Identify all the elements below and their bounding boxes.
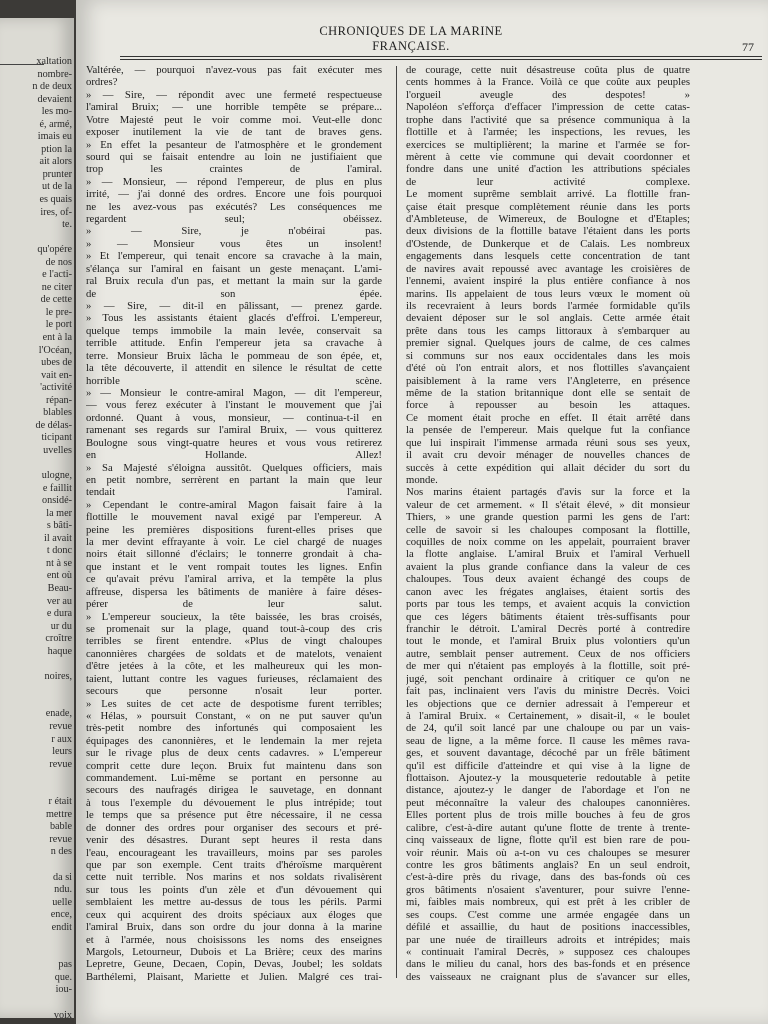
text-line: la pensée de l'empereur. Mais quelque fut la confiance <box>406 424 690 437</box>
text-line: — vous ferez exécuter à l'instant le mouvement que j'ai <box>86 399 382 412</box>
text-line: qu'il est difficile d'atteindre et qui vise à la ligne de <box>406 759 690 772</box>
left-page-fragment-line: nt à se <box>45 557 72 569</box>
left-page-fragment-line: iou- <box>55 984 72 996</box>
text-line: noirs était sillonné d'éclairs; le tonnerre grondait à cha- <box>86 548 382 561</box>
left-page-fragment-line <box>0 458 72 471</box>
left-page-fragment-line: onsidé- <box>42 495 72 507</box>
text-line: de navires avait repoussé avec avantage les croisières de <box>406 262 690 275</box>
left-page-fragment-line: imais eu <box>37 131 72 143</box>
text-line: semblaient les mettre au-dessus de tous les périls. Parmi <box>86 896 382 909</box>
text-line: la tête découverte, il attendit en silence le résultat de cette <box>86 362 382 375</box>
text-line: si communs sur nos eaux occidentales dans les mois <box>406 349 690 362</box>
left-page-fragment-line: ne citer <box>41 281 72 293</box>
text-line: « Hélas, » poursuit Constant, « on ne put sauver qu'un <box>86 709 382 722</box>
left-page-fragment-line: prunter <box>42 168 72 180</box>
text-line: Valtérée, — pourquoi n'avez-vous pas fait exécuter mes <box>86 64 382 76</box>
left-page-fragment-line: qu'opére <box>37 244 72 256</box>
left-page-fragment-line: le pre- <box>45 306 72 318</box>
text-line: se promenait sur la plage, quand tout-à-coup des cris <box>86 622 382 635</box>
left-page-fragment-line: bable <box>49 821 72 833</box>
text-line: » — Sire, je n'obéirai pas. <box>86 225 382 238</box>
left-page-fragment-line: é, armé, <box>39 118 72 130</box>
text-line: paisiblement à la rame vers l'Angleterre, en présence <box>406 374 690 387</box>
text-line: premier signal. Quelques jours de calme, de ces calmes <box>406 337 690 350</box>
text-line: mèrent à cette vie commune qui devait coordonner et <box>406 150 690 163</box>
text-line: dans le milieu du canal, hors des bas-fonds et en présence <box>406 958 690 971</box>
text-line: deux divisions de la flottille batave l'étaient dans les ports <box>406 225 690 238</box>
left-page-fragment-line: ulogne, <box>41 470 72 482</box>
left-page-fragment-line: e dura <box>46 608 72 620</box>
text-line: autre, semblait penser autrement. Ceux de nos officiers <box>406 647 690 660</box>
left-page-fragment-line: mettre <box>45 808 72 820</box>
text-line: monde. <box>406 473 438 486</box>
text-column-left <box>86 64 382 983</box>
left-page-fragment-line: ticipant <box>41 432 72 444</box>
left-page-fragment-line <box>0 997 72 1010</box>
text-line: de mer qui n'étaient pas employés à la flottille, soit pré- <box>406 660 690 673</box>
text-line: que lui inspirait l'immense armada réuni sous ses yeux, <box>406 436 690 449</box>
text-line: force à repousser au besoin les attaques. <box>406 399 690 412</box>
text-line: ges, et souvent davantage, décoché par un frêle bâtiment <box>406 747 690 760</box>
left-page-fragment-line: te. <box>62 219 72 231</box>
left-page-fragment-line <box>0 859 72 872</box>
left-page-fragment-line: nombre- <box>37 68 72 80</box>
text-line: que instant et le vent rompait toutes les lignes. Enfin <box>86 560 382 573</box>
text-line: terrible attitude. Enfin l'empereur jeta sa cravache à <box>86 337 382 350</box>
left-page-fragment-line <box>0 784 72 797</box>
text-line: ports par tous les temps, et avaient acquis la conviction <box>406 598 690 611</box>
text-line: sur tous les points d'un zèle et d'un dévouement qui <box>86 883 382 896</box>
text-line: canon avec les frégates anglaises, étaient sortis des <box>406 585 690 598</box>
text-line: voir réunir. Mais où a-t-on vu ces chaloupes se mesurer <box>406 846 690 859</box>
left-page-fragment-line: devaient <box>37 93 72 105</box>
text-line: taient, luttant contre les vagues furieuses, réclamaient des <box>86 672 382 685</box>
text-line: en Hollande. Allez! <box>86 449 382 462</box>
text-line: et à l'armée, nous choisissons les noms des enseignes <box>86 933 382 946</box>
text-line: ses coups. C'est comme une armée engagée dans un <box>406 908 690 921</box>
left-page-fragment-line: xaltation <box>36 56 72 67</box>
text-line: » Et l'empereur, qui tenait encore sa cravache à la main, <box>86 250 382 263</box>
text-line: à tous l'exemple du dévouement le plus intrépide; tout <box>86 796 382 809</box>
text-line: » Les suites de cet acte de despotisme furent terribles; <box>86 697 382 710</box>
left-page-fragment-line: 'activité <box>40 382 72 394</box>
text-line: jugé, soit penchant ordinaire à critiquer ce qu'on ne <box>406 672 690 685</box>
left-page-fragment-line: ndu. <box>54 884 72 896</box>
text-line: peine les premières dispositions furent-elles prises que <box>86 523 382 536</box>
book-page <box>76 0 768 1024</box>
text-line: » Tous les assistants étaient glacés d'effroi. L'empereur, <box>86 312 382 325</box>
text-line: c'est-à-dire près du rivage, dans des bas-fonds où ces <box>406 871 690 884</box>
text-line: d'Ambleteuse, de Wimereux, de Boulogne et d'Etaples; <box>406 213 690 226</box>
text-line: peut méconnaître la valeur des chaloupes canonnières. <box>406 796 690 809</box>
text-line: d'être jetées à la côte, et les malheureux qui les mon- <box>86 660 382 673</box>
text-line: » L'empereur soucieux, la tête baissée, les bras croisés, <box>86 610 382 623</box>
text-line: affreuse, dispersa les bâtiments de manière à faire déses- <box>86 585 382 598</box>
left-page-fragment-line: uvelles <box>43 444 72 456</box>
left-page-fragment-line: ent à la <box>42 332 72 344</box>
left-page-fragment-line: de nos <box>45 256 72 268</box>
text-line: des vaisseaux ne craignant plus de s'avancer sur elles, <box>406 970 690 983</box>
text-line: prête dans tous les camps littoraux à s'embarquer au <box>406 324 690 337</box>
text-line: » Sa Majesté s'éloigna aussitôt. Quelques officiers, mais <box>86 461 382 474</box>
text-line: Ce moment était proche en effet. Il était arrêté dans <box>406 411 690 424</box>
text-line: horrible scène. <box>86 374 382 387</box>
text-line: Margols, Letourneur, Dubois et La Brière; ceux des marins <box>86 945 382 958</box>
left-page-fragment-line: endit <box>51 921 72 933</box>
running-head-title: CHRONIQUES DE LA MARINE FRANÇAISE. <box>319 24 503 53</box>
text-line: marins. Ils appelaient de tous leurs vœux le moment où <box>406 287 690 300</box>
left-page-fragment-line: revue <box>49 833 72 845</box>
text-line: calibre, c'est-à-dire autant qu'une flotte de trente à trente- <box>406 821 690 834</box>
left-page-fragment-line: le port <box>45 319 72 331</box>
text-line: l'eau, encourageant les travailleurs, moins par ses paroles <box>86 846 382 859</box>
text-line: quelque temps immobile la main levée, conservait sa <box>86 324 382 337</box>
text-line: exercices se multiplièrent; la marine et l'armée se for- <box>406 138 690 151</box>
text-line: mi, faibles mais nombreux, qui est prêt à les cribler de <box>406 896 690 909</box>
text-line: les objections que ce dernier adressait à l'empereur et <box>406 697 690 710</box>
text-line: le temps que sa présence put être nécessaire, il ne cessa <box>86 809 382 822</box>
text-line: d'été où l'on entrait alors, et nos flottilles s'avançaient <box>406 362 690 375</box>
left-page-fragment-line: de délas- <box>35 419 72 431</box>
text-line: à l'amiral Bruix. « Certainement, » disait-il, « le boulet <box>406 709 690 722</box>
page-number: 77 <box>742 40 754 54</box>
left-page-fragment-line: ires, of- <box>40 206 72 218</box>
text-line: » — Sire, — dit-il en pâlissant, — prenez garde. <box>86 300 382 313</box>
left-page-fragment-line <box>0 934 72 947</box>
text-line: » En effet la pesanteur de l'atmosphère et le grondement <box>86 138 382 151</box>
left-page-fragment-line: vait en- <box>41 369 72 381</box>
text-line: trophe dans l'activité que sa présence communiqua à la <box>406 113 690 126</box>
left-page-fragment-line: da si <box>53 871 72 883</box>
header-rule <box>120 56 762 57</box>
text-line: il avait cru devoir ménager de nouvelles chances de <box>406 449 690 462</box>
left-page-fragment-line: que. <box>54 971 72 983</box>
text-line: secours que personne n'osait leur porter. <box>86 685 382 698</box>
text-line: trop les craintes de l'amiral. <box>86 163 382 176</box>
left-page-fragment-line <box>0 232 72 245</box>
text-line: de 24, qu'il soit lancé par une chaloupe ou par un vais- <box>406 722 690 735</box>
text-line: Boulogne sous vingt-quatre heures et vous vous retirerez <box>86 436 382 449</box>
text-line: tendait l'amiral. <box>86 486 382 499</box>
left-page-fragment-line: revue <box>49 720 72 732</box>
text-line: venir des désastres. Durant sept heures il resta dans <box>86 834 382 847</box>
text-line: chaloupes. Tous deux avaient échangé des coups de <box>406 573 690 586</box>
text-line: ce qu'avait prévu l'amiral arriva, et la tempête la plus <box>86 573 382 586</box>
left-page-fragment-line: pas <box>58 959 72 971</box>
text-line: ordonné. Quant à vous, monsieur, — continua-t-il en <box>86 411 382 424</box>
text-line: cette nuit terrible. Nos marins et nos soldats rivalisèrent <box>86 871 382 884</box>
text-line: que ces légers bâtiments étaient très-suffisants pour <box>406 610 690 623</box>
text-line: cinq vaisseaux de ligne, flotte qu'il est bien rare de pou- <box>406 834 690 847</box>
text-line: tout le monde, et l'amiral Bruix plus volontiers qu'un <box>406 635 690 648</box>
text-line: de son épée. <box>86 287 382 300</box>
left-page-fragment-line <box>0 658 72 671</box>
text-line: fondre dans une unité d'action les attributions spéciales <box>406 163 690 176</box>
text-line: l'orgueil aveugle des despotes! » <box>406 88 690 101</box>
text-line: que par son exemple. Cent traits d'héroïsme marquèrent <box>86 859 382 871</box>
text-line: secours des naufragés dirigea le sauvetage, en donnant <box>86 784 382 797</box>
text-line: celle de savoir si les chaloupes composant la flottille, <box>406 523 690 536</box>
left-page-fragment-line: ption la <box>41 143 72 155</box>
text-line: devaient déposer sur le sol anglais. Cette armée était <box>406 312 690 325</box>
text-line: Votre Majesté peut le voir comme moi. Veut-elle donc <box>86 113 382 126</box>
left-page-fragment-line: ait alors <box>39 156 72 168</box>
left-page-fragment-line: voix <box>53 1009 72 1018</box>
text-line: coquilles de noix comme on les appelait, pourraient braver <box>406 536 690 549</box>
text-line: » — Monsieur le contre-amiral Magon, — dit l'empereur, <box>86 386 382 399</box>
text-line: de donner des ordres pour organiser des secours et pré- <box>86 821 382 834</box>
left-page-fragment-line: e faillit <box>42 482 72 494</box>
text-line: » — Sire, — répondit avec une fermeté respectueuse <box>86 88 382 101</box>
text-line: Le moment suprême semblait arrivé. La flottille fran- <box>406 188 690 201</box>
text-line: irrité, — j'ai donné des ordres. Encore une fois pourquoi <box>86 188 382 201</box>
text-line: flottille le mouvement naval exigé par l'empereur. A <box>86 511 382 524</box>
text-line: ne les avez-vous pas exécutés? Les conséquences me <box>86 200 382 213</box>
left-page-fragment-line: leurs <box>52 746 72 758</box>
left-page-fragment-line: r était <box>48 796 72 808</box>
text-line: valeur de cet armement. « Il s'était élevé, » dit monsieur <box>406 498 690 511</box>
text-line: avaient la plus grande confiance dans la valeur de ces <box>406 560 690 573</box>
text-line: Elles portent plus de trois mille bouches à feu de gros <box>406 809 690 822</box>
left-page-fragment-line: e l'acti- <box>42 269 72 281</box>
text-line: flottaison. Ajoutez-y la mousqueterie redoutable à petite <box>406 772 690 785</box>
text-line: sourd qui se faisait entendre au loin ne justifiaient que <box>86 150 382 163</box>
text-line: engagements dans lesquels cette concentration de tant <box>406 250 690 263</box>
left-page-fragment-line: uelle <box>52 896 72 908</box>
left-page-fragment-line <box>0 696 72 709</box>
left-page-fragment-line: la mer <box>46 507 72 519</box>
text-column-right <box>406 64 690 983</box>
text-line: » — Monsieur, — répond l'empereur, de plus en plus <box>86 175 382 188</box>
text-line: ordres? <box>86 76 118 89</box>
left-page-fragment-line: t donc <box>46 545 72 557</box>
text-line: même de la station britannique dont elle se sentait de <box>406 386 690 399</box>
text-line: terribles se firent entendre. «Plus de vingt chaloupes <box>86 635 382 648</box>
left-page-fragment-line: r aux <box>51 733 72 745</box>
left-page-fragment-line: haque <box>47 645 72 657</box>
text-line: terre. Monsieur Bruix lâcha le pommeau de son épée, et, <box>86 349 382 362</box>
text-line: la flotte anglaise. L'amiral Bruix et l'amiral Verhuell <box>406 548 690 561</box>
left-page-fragment-line: ubes de <box>41 357 72 369</box>
column-divider <box>396 66 397 978</box>
text-line: pérer de leur salut. <box>86 598 382 611</box>
text-line: ceux qui acquirent des droits spéciaux aux éloges que <box>86 908 382 921</box>
text-line: d'Ostende, de Dunkerque et de Calais. Les nombreux <box>406 237 690 250</box>
text-line: Barthélemi, Plaisant, Mariette et Julien. Malgré ces trai- <box>86 970 382 983</box>
left-page-fragment-line: les mo- <box>41 106 72 118</box>
text-line: çaise était presque complètement réunie dans les ports <box>406 200 690 213</box>
text-line: l'amiral Bruix; — une horrible tempête se prépare... <box>86 101 382 114</box>
left-page-fragment-line: il avait <box>43 532 72 544</box>
text-line: de leur activité complexe. <box>406 175 690 188</box>
text-line: flottille et à l'armée; les inspections, les revues, les <box>406 126 690 139</box>
text-line: par une nuée de tirailleurs adroits et intrépides; mais <box>406 933 690 946</box>
left-page-fragment-line: n des <box>50 846 72 858</box>
text-line: l'amiral Bruix, dans son ordre du jour donna à la marine <box>86 921 382 934</box>
text-line: l'ennemi, avaient inspiré la plus entière confiance à nos <box>406 275 690 288</box>
text-line: Nos marins étaient partagés d'avis sur la force et la <box>406 486 690 499</box>
text-line: seau de ligne, a la même force. Il cause les mêmes rava- <box>406 734 690 747</box>
text-line: exposer inutilement la vie de tant de braves gens. <box>86 126 382 139</box>
text-line: » — Monsieur vous êtes un insolent! <box>86 237 382 250</box>
left-page-margin <box>0 18 74 1018</box>
text-line: s'élança sur l'amiral en faisant un geste menaçant. L'ami- <box>86 262 382 275</box>
text-line: Lepretre, Geune, Decaen, Copin, Devas, Joubel; les soldats <box>86 958 382 971</box>
left-page-fragment-line: revue <box>49 758 72 770</box>
left-page-fragment-line: ur du <box>50 620 72 632</box>
text-line: comprit cette dure leçon. Bruix fut maintenu dans son <box>86 759 382 772</box>
text-line: » Cependant le contre-amiral Magon faisait faire à la <box>86 498 382 511</box>
text-line: très-petit nombre des infortunés qui composaient les <box>86 722 382 735</box>
left-page-fragment-line <box>0 771 72 784</box>
left-page-fragment-line: ut de la <box>42 181 72 193</box>
text-line: distance, ajoutez-y le danger de l'abordage et l'on ne <box>406 784 690 797</box>
text-line: franchir le détroit. L'amiral Decrès porté à contredire <box>406 622 690 635</box>
text-line: canonnières chargées de soldats et de matelots, venaient <box>86 647 382 660</box>
text-line: succès à cette expédition qui allait décider du sort du <box>406 461 690 474</box>
text-line: gros bâtiments n'osaient s'aventurer, pour suivre l'enne- <box>406 883 690 896</box>
text-line: fait pas, inclinaient vers l'avis du ministre Decrès. Voici <box>406 685 690 698</box>
header-rule-second <box>120 59 762 60</box>
left-page-fragment-line: enade, <box>45 708 72 720</box>
text-line: regardent seul; obéissez. <box>86 213 382 226</box>
left-page-fragment-line: Beau- <box>47 582 72 594</box>
left-page-fragment-line: ence, <box>50 909 72 921</box>
text-line: cents hommes à la France. Voilà ce que coûte aux peuples <box>406 76 690 89</box>
left-page-fragment-line: n de deux <box>32 81 72 93</box>
left-page-fragment-line: s bâti- <box>46 520 72 532</box>
text-line: la mer devint effrayante à voir. Le ciel chargé de nuages <box>86 536 382 549</box>
text-line: ral Bruix recula d'un pas, et mettant la main sur la garde <box>86 275 382 288</box>
left-page-fragment-line: ent où <box>46 570 72 582</box>
left-page-fragment-line: répan- <box>45 394 72 406</box>
left-page-fragment-line: de cette <box>40 294 72 306</box>
left-page-text-fragments <box>0 56 72 1018</box>
left-page-fragment-line: l'Océan, <box>38 344 72 356</box>
left-page-fragment-line: ver au <box>46 595 72 607</box>
left-page-fragment-line: noires, <box>44 670 72 682</box>
left-page-fragment-line: blables <box>43 407 72 419</box>
left-page-fragment-line <box>0 947 72 960</box>
left-page-fragment-line: es quais <box>39 194 72 206</box>
left-page-fragment-line <box>0 683 72 696</box>
text-line: en petit nombre, serrèrent en partant la main que leur <box>86 473 382 486</box>
text-line: ramenant ses regards sur l'amiral Bruix, — vous quitterez <box>86 424 382 437</box>
left-page-fragment-line: croître <box>45 633 72 645</box>
text-line: « continuait l'amiral Decrès, » supposez ces chaloupes <box>406 945 690 958</box>
text-line: sur le rivage plus de deux cents cadavres. » L'empereur <box>86 747 382 760</box>
text-line: commandement. Lui-même se portant en personne au <box>86 772 382 785</box>
text-line: contre les gros bâtiments anglais? En un seul endroit, <box>406 859 690 871</box>
text-line: défilé et assaillie, du haut de positions inaccessibles, <box>406 921 690 934</box>
text-line: Napoléon s'efforça d'effacer l'impression de cette catas- <box>406 101 690 114</box>
text-line: équipages des canonnières, et le lendemain la mer rejeta <box>86 734 382 747</box>
text-line: Thiers, » une grande question parmi les gens de l'art: <box>406 511 690 524</box>
text-line: de courage, cette nuit désastreuse coûta plus de quatre <box>406 64 690 76</box>
text-line: ils recevraient à leurs bords l'armée formidable qu'ils <box>406 300 690 313</box>
